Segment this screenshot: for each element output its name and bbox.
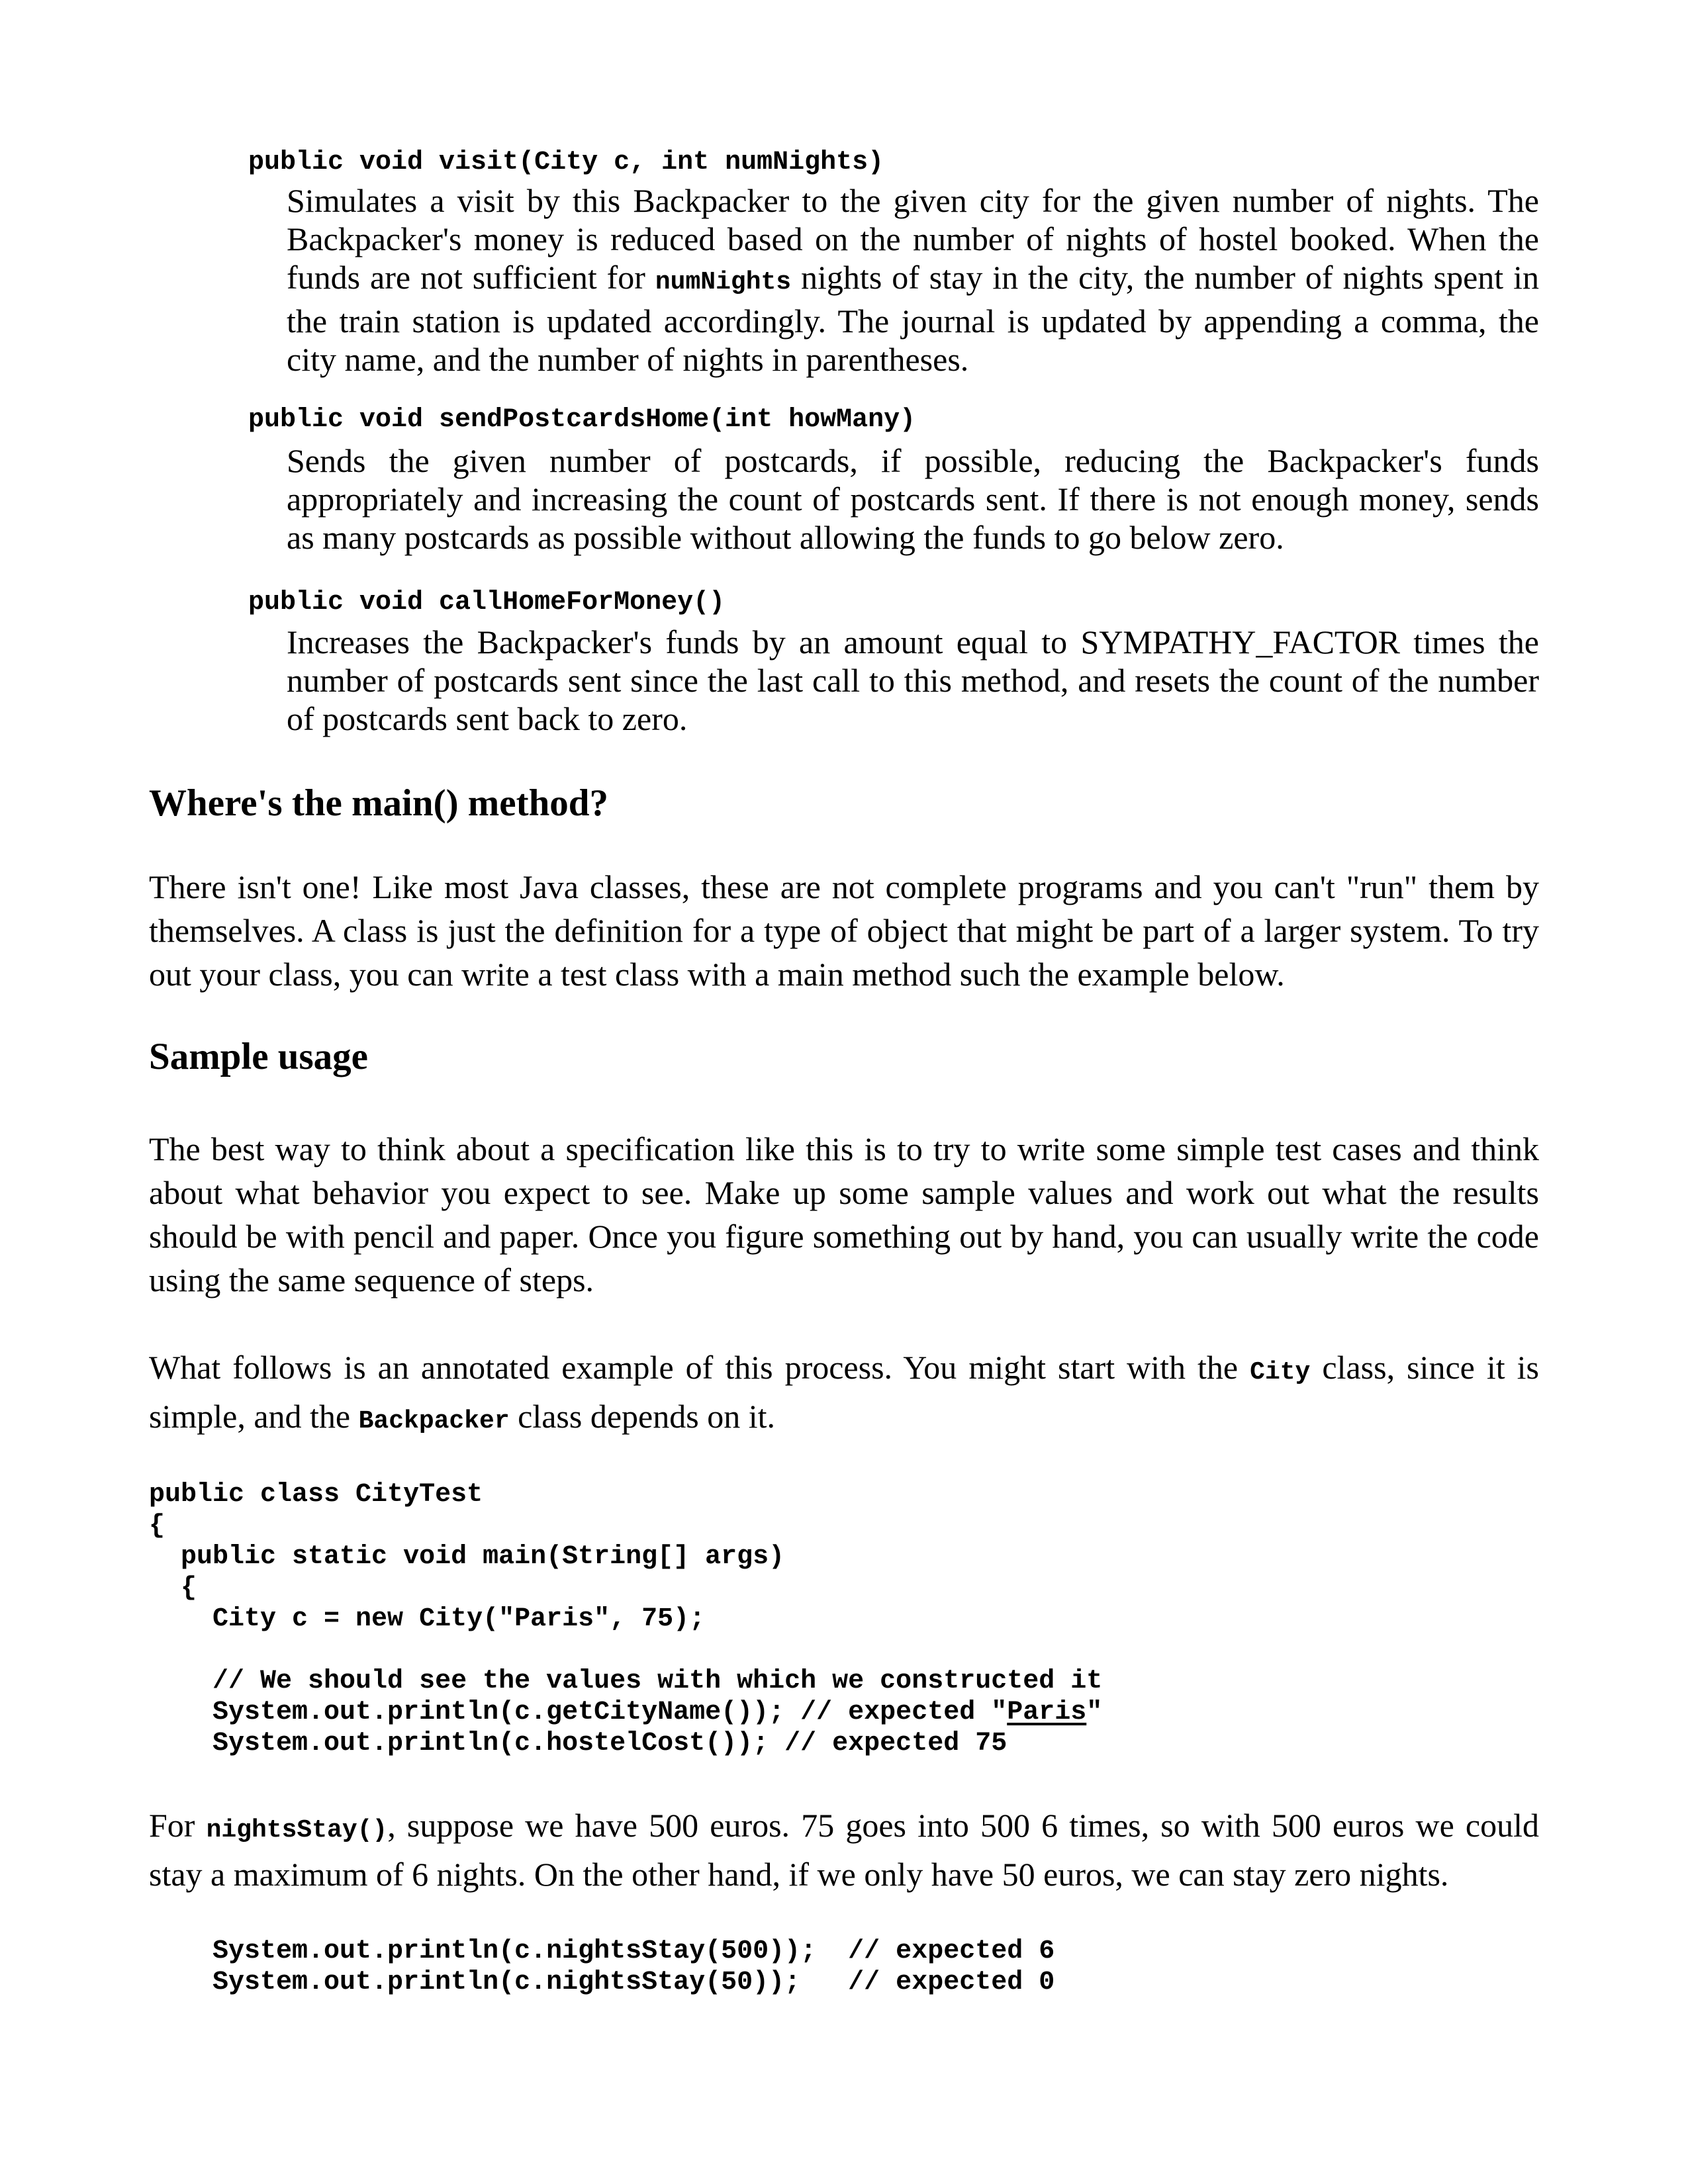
code-block-nights-stay: [149, 1936, 1055, 1998]
text-run: The best way to think about a specification like this is to try to write some simple test cases and think: [149, 1130, 1539, 1167]
text-run: System.out.println(c.nightsStay(500)); // expected 6: [149, 1936, 1055, 1966]
code-line: [149, 1697, 1102, 1728]
text-line: [287, 181, 1539, 220]
inline-code: Backpacker: [358, 1407, 510, 1435]
text-run: System.out.println(c.getCityName()); // expected ": [149, 1698, 1008, 1727]
inline-code: numNights: [655, 268, 792, 296]
text-run: nights of stay in the city, the number of nights spent in: [791, 259, 1539, 296]
heading-sample-usage: Sample usage: [149, 1036, 368, 1077]
code-line: [149, 1510, 1102, 1541]
text-run: Simulates a visit by this Backpacker to the given city for the given number of nights. The: [287, 182, 1539, 219]
heading-main-method: Where's the main() method?: [149, 782, 608, 824]
text-run: {: [149, 1511, 165, 1541]
inline-code: City: [1250, 1358, 1311, 1387]
text-line: [287, 220, 1539, 258]
text-run: System.out.println(c.hostelCost()); // expected 75: [149, 1729, 1008, 1758]
text-line: [287, 518, 1539, 557]
text-run: // We should see the values with which we constructed it: [149, 1666, 1103, 1696]
text-run: of postcards sent back to zero.: [287, 700, 688, 737]
text-run: number of postcards sent since the last call to this method, and resets the count of the number: [287, 662, 1539, 699]
text-line: [149, 1803, 1539, 1852]
inline-code: nightsStay(): [206, 1816, 388, 1844]
paragraph-sample-intro: [149, 1127, 1539, 1302]
method-signature-send-postcards-home: public void sendPostcardsHome(int howMany): [248, 405, 916, 435]
text-line: [287, 258, 1539, 302]
text-run: For: [149, 1807, 207, 1844]
text-run: System.out.println(c.nightsStay(50)); // expected 0: [149, 1968, 1055, 1997]
text-run: public static void main(String[] args): [149, 1542, 785, 1572]
text-run: using the same sequence of steps.: [149, 1261, 594, 1298]
text-line: [149, 1852, 1539, 1896]
code-line: [149, 1572, 1102, 1604]
text-run: about what behavior you expect to see. Make up some sample values and work out what the results: [149, 1174, 1539, 1211]
paragraph-nights-stay: [149, 1803, 1539, 1896]
code-line: [149, 1728, 1102, 1759]
paragraph-annotated-example: [149, 1345, 1539, 1443]
method-description-call-home-for-money: [287, 623, 1539, 738]
text-run: appropriately and increasing the count of postcards sent. If there is not enough money, sends: [287, 480, 1539, 518]
text-run: {: [149, 1573, 197, 1603]
text-run: Backpacker's money is reduced based on the number of nights of hostel booked. When the: [287, 220, 1539, 257]
text-line: [287, 441, 1539, 480]
text-line: [287, 623, 1539, 661]
text-line: [287, 480, 1539, 518]
text-line: [149, 1345, 1539, 1394]
text-run: class depends on it.: [509, 1398, 775, 1435]
paragraph-main-method: [149, 865, 1539, 996]
text-run: Increases the Backpacker's funds by an amount equal to SYMPATHY_FACTOR times the: [287, 623, 1539, 660]
text-line: [149, 1394, 1539, 1443]
method-description-send-postcards-home: [287, 441, 1539, 557]
code-line: [149, 1967, 1055, 1998]
code-line: [149, 1541, 1102, 1572]
code-line: [149, 1635, 1102, 1666]
text-line: [149, 1171, 1539, 1214]
text-run: simple, and the: [149, 1398, 359, 1435]
text-line: [287, 340, 1539, 379]
text-run: , suppose we have 500 euros. 75 goes into 500 6 times, so with 500 euros we could: [387, 1807, 1540, 1844]
text-line: [149, 1258, 1539, 1302]
text-line: [149, 1127, 1539, 1171]
text-run: city name, and the number of nights in parentheses.: [287, 341, 969, 378]
method-signature-visit: public void visit(City c, int numNights): [248, 148, 884, 177]
text-run: class, since it is: [1310, 1349, 1539, 1386]
text-line: [287, 700, 1539, 738]
text-run: What follows is an annotated example of this process. You might start with the: [149, 1349, 1250, 1386]
method-description-visit: [287, 181, 1539, 379]
text-run: Sends the given number of postcards, if possible, reducing the Backpacker's funds: [287, 442, 1539, 479]
code-block-city-test: [149, 1479, 1102, 1759]
text-run: public class CityTest: [149, 1480, 483, 1510]
code-line: [149, 1604, 1102, 1635]
text-line: [149, 865, 1539, 909]
text-run: out your class, you can write a test class with a main method such the example below.: [149, 956, 1285, 993]
text-run: as many postcards as possible without allowing the funds to go below zero.: [287, 519, 1284, 556]
text-run: stay a maximum of 6 nights. On the other hand, if we only have 50 euros, we can stay zero nights.: [149, 1856, 1449, 1893]
text-run: City c = new City("Paris", 75);: [149, 1604, 706, 1634]
text-run: ": [1086, 1698, 1103, 1727]
text-run: funds are not sufficient for: [287, 259, 655, 296]
underlined-text: Paris: [1007, 1698, 1087, 1727]
text-line: [149, 909, 1539, 952]
text-run: should be with pencil and paper. Once you figure something out by hand, you can usually write the code: [149, 1218, 1539, 1255]
code-line: [149, 1479, 1102, 1510]
method-signature-call-home-for-money: public void callHomeForMoney(): [248, 588, 726, 617]
code-line: [149, 1936, 1055, 1967]
text-run: the train station is updated accordingly. The journal is updated by appending a comma, the: [287, 302, 1539, 340]
text-line: [149, 952, 1539, 996]
text-run: There isn't one! Like most Java classes, these are not complete programs and you can't "run" them by: [149, 868, 1539, 905]
text-line: [287, 661, 1539, 700]
text-line: [149, 1214, 1539, 1258]
text-line: [287, 302, 1539, 340]
code-line: [149, 1666, 1102, 1697]
text-run: themselves. A class is just the definition for a type of object that might be part of a larger system. To try: [149, 912, 1539, 949]
